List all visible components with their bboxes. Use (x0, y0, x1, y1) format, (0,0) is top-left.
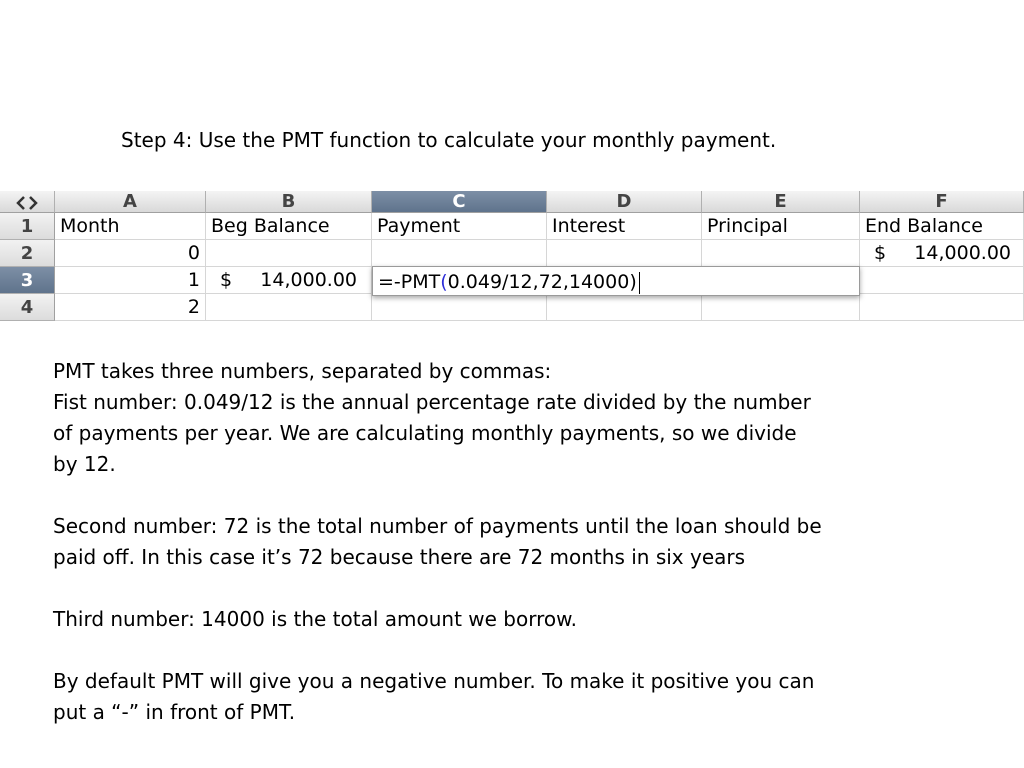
cell-d2[interactable] (547, 240, 702, 267)
paragraph-gap (53, 573, 823, 604)
cell-a4[interactable]: 2 (55, 294, 206, 321)
column-header-e[interactable]: E (702, 191, 860, 213)
text-cursor (639, 272, 640, 294)
cell-d4[interactable] (547, 294, 702, 321)
cell-b3[interactable] (206, 267, 372, 294)
cell-f2[interactable] (860, 240, 1024, 267)
column-header-a[interactable]: A (55, 191, 206, 213)
cell-d1[interactable]: Interest (547, 213, 702, 240)
sort-arrows-icon[interactable] (0, 191, 55, 213)
formula-args: 0.049/12,72,14000 (447, 271, 630, 293)
row-header-1[interactable]: 1 (0, 213, 55, 240)
cell-b2[interactable] (206, 240, 372, 267)
cell-a2[interactable]: 0 (55, 240, 206, 267)
currency-symbol: $ (220, 269, 233, 291)
pmt-intro: PMT takes three numbers, separated by commas: (53, 359, 552, 383)
cell-a3[interactable]: 1 (55, 267, 206, 294)
currency-value: 14,000.00 (260, 269, 357, 291)
cell-e1[interactable]: Principal (702, 213, 860, 240)
first-number-explanation: Fist number: 0.049/12 is the annual percentage rate divided by the number of payments per year. We are calculating monthly payments, so we divide by 12. (53, 390, 811, 476)
column-header-f[interactable]: F (860, 191, 1024, 213)
paragraph-gap (53, 635, 823, 666)
paragraph-gap (53, 480, 823, 511)
default-negative-note: By default PMT will give you a negative number. To make it positive you can put a “-” in front of PMT. (53, 669, 815, 724)
cell-f1[interactable]: End Balance (860, 213, 1024, 240)
explanation-text (53, 356, 823, 728)
row-header-3[interactable]: 3 (0, 267, 55, 294)
row-header-4[interactable]: 4 (0, 294, 55, 321)
second-number-explanation: Second number: 72 is the total number of payments until the loan should be paid off. In this case it’s 72 because there are 72 months in six years (53, 514, 822, 569)
cell-f4[interactable] (860, 294, 1024, 321)
row-header-2[interactable]: 2 (0, 240, 55, 267)
formula-prefix: =-PMT (378, 271, 441, 293)
spreadsheet (0, 191, 1024, 323)
cell-c4[interactable] (372, 294, 547, 321)
cell-e2[interactable] (702, 240, 860, 267)
third-number-explanation: Third number: 14000 is the total amount we borrow. (53, 607, 578, 631)
cell-f3[interactable] (860, 267, 1024, 294)
formula-close-paren: ) (629, 271, 637, 293)
currency-symbol: $ (874, 242, 887, 264)
formula-open-paren: ( (440, 271, 448, 293)
cell-b4[interactable] (206, 294, 372, 321)
currency-value: 14,000.00 (914, 242, 1011, 264)
formula-editor[interactable] (372, 266, 860, 296)
cell-e4[interactable] (702, 294, 860, 321)
column-header-c[interactable]: C (372, 191, 547, 213)
column-header-d[interactable]: D (547, 191, 702, 213)
cell-a1[interactable]: Month (55, 213, 206, 240)
cell-c1[interactable]: Payment (372, 213, 547, 240)
column-header-b[interactable]: B (206, 191, 372, 213)
step-title: Step 4: Use the PMT function to calculate your monthly payment. (121, 128, 777, 152)
cell-b1[interactable]: Beg Balance (206, 213, 372, 240)
cell-c2[interactable] (372, 240, 547, 267)
